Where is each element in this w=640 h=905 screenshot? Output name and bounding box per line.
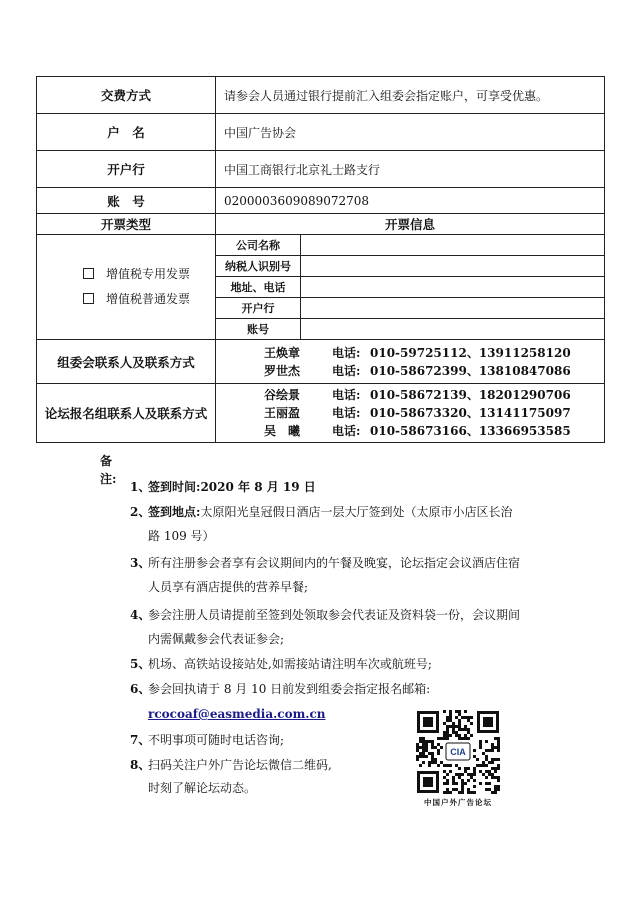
- contact-line: [264, 404, 604, 422]
- note-body: 太原阳光皇冠假日酒店一层大厅签到处（太原市小店区长治: [200, 505, 513, 519]
- note-body: 所有注册参会者享有会议期间内的午餐及晚宴，论坛指定会议酒店住宿: [148, 556, 521, 570]
- forum-contacts-label: 论坛报名组联系人及联系方式: [37, 384, 216, 443]
- phone-label: 电话:: [332, 388, 361, 402]
- bank-row: [37, 151, 605, 188]
- phone-label: 电话:: [332, 363, 361, 378]
- payment-row: [37, 77, 605, 114]
- payment-label: 交费方式: [37, 77, 216, 114]
- account-number-row: [37, 188, 605, 214]
- registration-email-link[interactable]: rcocoaf@easmedia.com.cn: [148, 707, 326, 721]
- note-number: 3、: [130, 556, 151, 570]
- contact-phones: 010-58673166、13366953585: [370, 424, 571, 438]
- invoice-field-account: 账号: [216, 319, 301, 340]
- note-lead: 签到地点:: [148, 505, 201, 519]
- checkbox-icon: [83, 268, 94, 279]
- invoice-type-header: 开票类型: [37, 214, 216, 235]
- qr-code-icon[interactable]: [416, 710, 500, 794]
- note-body: 参会注册人员请提前至签到处领取参会代表证及资料袋一份，会议期间: [148, 608, 521, 622]
- invoice-field-account-value: [301, 319, 605, 340]
- note-body: 机场、高铁站设接站处,如需接站请注明车次或航班号;: [148, 657, 432, 671]
- payment-value: 请参会人员通过银行提前汇入组委会指定账户，可享受优惠。: [216, 77, 605, 114]
- note-number: 8、: [130, 758, 151, 772]
- forum-contacts: [216, 384, 605, 443]
- note-lead: 签到时间:: [148, 480, 201, 494]
- contact-phones: 010-59725112、13911258120: [370, 345, 571, 360]
- contact-phones: 010-58672399、13810847086: [370, 363, 571, 378]
- invoice-type-options: [37, 235, 216, 340]
- organizer-contacts-row: [37, 340, 605, 384]
- note-body: 不明事项可随时电话咨询;: [148, 733, 285, 747]
- note-number: 5、: [130, 657, 151, 671]
- note-continuation: [148, 705, 326, 723]
- qr-logo-text: CIA: [450, 747, 466, 757]
- invoice-field-company-value: [301, 235, 605, 256]
- invoice-field-row: [37, 235, 605, 256]
- account-number-label: 账 号: [37, 188, 216, 214]
- note-body: 扫码关注户外广告论坛微信二维码,: [148, 758, 332, 772]
- invoice-option-label: 增值税专用发票: [106, 267, 191, 281]
- invoice-option-normal: [83, 287, 215, 312]
- qr-code-graphic: [416, 710, 500, 794]
- invoice-option-label: 增值税普通发票: [106, 292, 191, 306]
- note-number: 2、: [130, 505, 151, 519]
- invoice-field-company: 公司名称: [216, 235, 301, 256]
- note-body: 2020 年 8 月 19 日: [200, 480, 316, 494]
- contact-name: 谷绘景: [264, 388, 301, 402]
- invoice-field-bank: 开户行: [216, 298, 301, 319]
- invoice-header-row: [37, 214, 605, 235]
- notes-title: 备注:: [100, 454, 117, 486]
- note-continuation: 人员享有酒店提供的营养早餐;: [148, 580, 309, 594]
- contact-phones: 010-58672139、18201290706: [370, 388, 571, 402]
- organizer-contacts: [216, 340, 605, 384]
- note-continuation: 时刻了解论坛动态。: [148, 781, 257, 795]
- invoice-field-tax-id-value: [301, 256, 605, 277]
- note-number: 7、: [130, 733, 151, 747]
- contact-name: 吴 曦: [264, 424, 301, 438]
- organizer-contacts-label: 组委会联系人及联系方式: [37, 340, 216, 384]
- account-name-label: 户 名: [37, 114, 216, 151]
- qr-caption: 中国户外广告论坛: [424, 798, 492, 807]
- invoice-option-special: [83, 262, 215, 287]
- note-number: 4、: [130, 608, 151, 622]
- invoice-field-tax-id: 纳税人识别号: [216, 256, 301, 277]
- account-name-row: [37, 114, 605, 151]
- phone-label: 电话:: [332, 424, 361, 438]
- contact-name: 罗世杰: [264, 363, 301, 378]
- note-number: 1、: [130, 480, 151, 494]
- contact-line: [264, 344, 604, 362]
- checkbox-icon: [83, 293, 94, 304]
- note-number: 6、: [130, 682, 151, 696]
- account-number-value: 0200003609089072708: [216, 188, 605, 214]
- contact-line: [264, 422, 604, 440]
- bank-value: 中国工商银行北京礼士路支行: [216, 151, 605, 188]
- contact-name: 王焕章: [264, 345, 301, 360]
- note-continuation: 路 109 号）: [148, 529, 215, 543]
- phone-label: 电话:: [332, 406, 361, 420]
- contact-line: [264, 362, 604, 380]
- note-text: [148, 478, 418, 496]
- invoice-field-bank-value: [301, 298, 605, 319]
- account-name-value: 中国广告协会: [216, 114, 605, 151]
- forum-contacts-row: [37, 384, 605, 443]
- note-continuation: 内需佩戴参会代表证参会;: [148, 632, 285, 646]
- note-body: 参会回执请于 8 月 10 日前发到组委会指定报名邮箱:: [148, 682, 431, 696]
- contact-line: [264, 386, 604, 404]
- note-text: [148, 503, 513, 521]
- contact-phones: 010-58673320、13141175097: [370, 406, 571, 420]
- bank-label: 开户行: [37, 151, 216, 188]
- contact-name: 王丽盈: [264, 406, 301, 420]
- invoice-field-address-value: [301, 277, 605, 298]
- invoice-info-header: 开票信息: [216, 214, 605, 235]
- phone-label: 电话:: [332, 345, 361, 360]
- invoice-field-address: 地址、电话: [216, 277, 301, 298]
- registration-info-table: [36, 76, 605, 443]
